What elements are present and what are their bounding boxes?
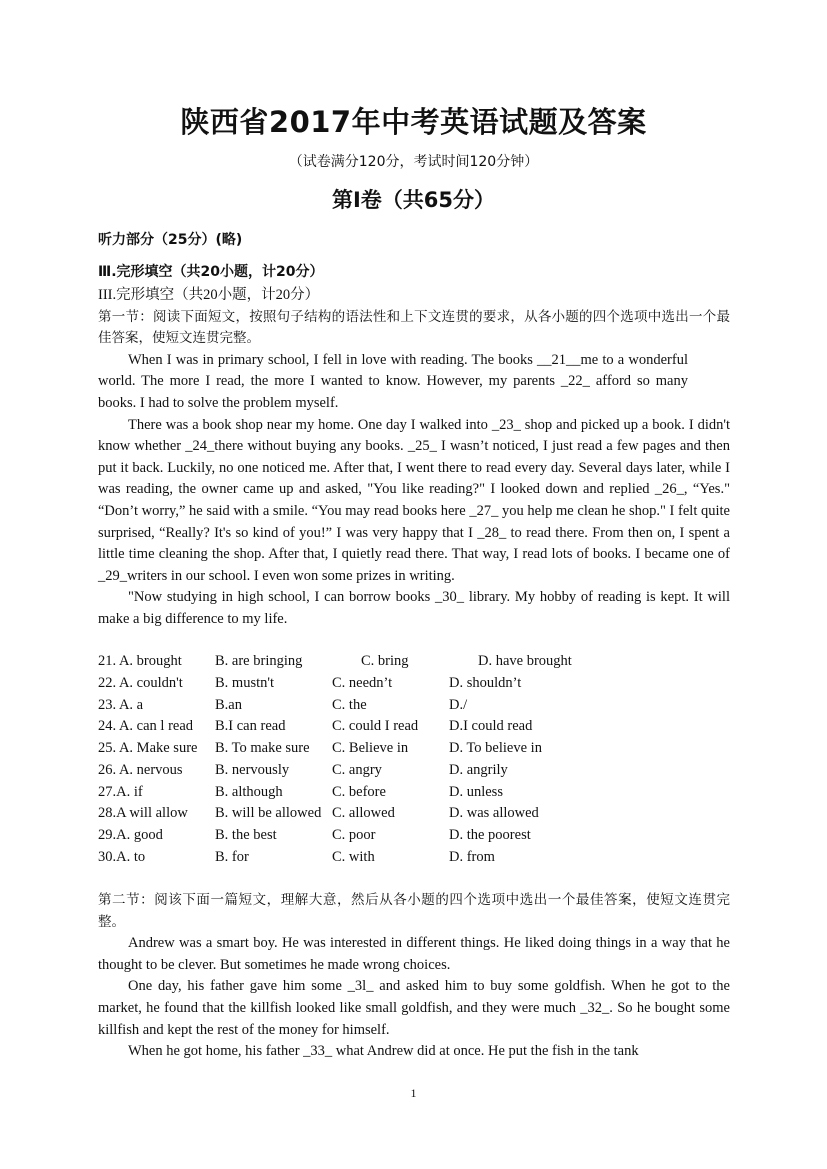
page-number: 1 bbox=[410, 1086, 417, 1100]
option: 24. A. can l read bbox=[98, 718, 194, 735]
option-row bbox=[98, 827, 730, 849]
option: C. needn’t bbox=[332, 674, 393, 691]
option: D. the poorest bbox=[449, 827, 531, 843]
option: 26. A. nervous bbox=[98, 761, 183, 778]
option: D. have brought bbox=[478, 653, 572, 669]
option: C. Believe in bbox=[332, 740, 409, 756]
option: B. although bbox=[215, 783, 283, 800]
option: B. the best bbox=[215, 827, 277, 843]
option-row bbox=[98, 762, 730, 784]
option: 21. A. brought bbox=[98, 653, 182, 669]
part2-instruction: 第二节：阅该下面一篇短文，理解大意，然后从各小题的四个选项中选出一个最佳答案，使短文连贯完整。 bbox=[98, 892, 730, 930]
option-row bbox=[98, 697, 730, 719]
option: C. bring bbox=[361, 653, 409, 669]
volume-heading: 第Ⅰ卷（共65分） bbox=[331, 188, 496, 212]
listening-heading: 听力部分（25分）(略) bbox=[98, 232, 243, 248]
option: C. poor bbox=[332, 827, 376, 843]
option: 28.A will allow bbox=[98, 805, 188, 822]
option: 27.A. if bbox=[98, 783, 143, 800]
option: D. To believe in bbox=[449, 740, 542, 756]
option: B. will be allowed bbox=[215, 805, 322, 822]
option: B. To make sure bbox=[215, 740, 310, 756]
paragraph: When I was in primary school, I fell in love with reading. The books __21__me to a wonderful world. The more I read, the more I wanted to know. However, my parents _22_ afford so many books. I had to solve the problem myself. bbox=[98, 351, 688, 411]
option: 30.A. to bbox=[98, 848, 146, 865]
cloze-heading-plain: III.完形填空（共20小题，计20分） bbox=[98, 287, 320, 303]
paragraph: There was a book shop near my home. One day I walked into _23_ shop and picked up a book. I didn't know whether _24_there without buying any books. _25_ I wasn’t noticed, I just read a few pages and then put it back. Luckily, no one noticed me. After that, I went there to read every day. Several days later, while I was reading, the owner came up and asked, "You like reading?" I looked down and replied _26_, “Yes." “Don’t worry,” he said with a smile. “You may read books here _27_ you help me clean he shop." I felt quite surprised, “Really? It's so kind of you!” I was very happy that I _28_ to read there. From then on, I spent a little time cleaning the shop. After that, I quietly read there. That way, I read lots of books. I became one of _29_writers in our school. I even won some prizes in writing. bbox=[98, 416, 730, 584]
option: B. nervously bbox=[215, 761, 290, 778]
option: 23. A. a bbox=[98, 696, 144, 713]
option: C. with bbox=[332, 848, 375, 865]
option-row bbox=[98, 653, 730, 675]
option: 22. A. couldn't bbox=[98, 674, 183, 691]
paragraph: When he got home, his father _33_ what Andrew did at once. He put the fish in the tank bbox=[128, 1043, 639, 1060]
option: D. angrily bbox=[449, 761, 508, 778]
option-row bbox=[98, 718, 730, 740]
option: B. are bringing bbox=[215, 653, 303, 669]
option: 29.A. good bbox=[98, 827, 163, 843]
option: C. angry bbox=[332, 761, 382, 778]
exam-info: （试卷满分120分，考试时间120分钟） bbox=[288, 154, 539, 170]
part1-text bbox=[98, 285, 730, 631]
option: D. unless bbox=[449, 783, 503, 800]
option: B. for bbox=[215, 848, 249, 865]
part1-instruction: 第一节：阅读下面短文，按照句子结构的语法性和上下文连贯的要求，从各小题的四个选项中选出一个最佳答案，使短文连贯完整。 bbox=[98, 308, 730, 347]
paragraph: One day, his father gave him some _3l_ and asked him to buy some goldfish. When he got to the market, he found that the killfish looked like small goldfish, and they were much _32_. So he bought some killfish and kept the rest of the money for himself. bbox=[98, 978, 730, 1038]
part2-text bbox=[98, 890, 730, 1063]
option: D. from bbox=[449, 848, 495, 865]
option-row bbox=[98, 784, 730, 806]
option-row bbox=[98, 805, 730, 827]
option: C. the bbox=[332, 696, 367, 713]
option-row bbox=[98, 849, 730, 871]
option: B.an bbox=[215, 696, 242, 713]
paragraph: Andrew was a smart boy. He was interested in different things. He liked doing things in a way that he thought to be clever. But sometimes he made wrong choices. bbox=[98, 935, 730, 973]
option: C. could I read bbox=[332, 718, 419, 735]
option-row bbox=[98, 675, 730, 697]
paragraph: "Now studying in high school, I can borrow books _30_ library. My hobby of reading is kept. It will make a big difference to my life. bbox=[98, 589, 730, 627]
option: C. allowed bbox=[332, 805, 395, 822]
option: D.I could read bbox=[449, 718, 533, 735]
option: B.I can read bbox=[215, 718, 286, 735]
option: 25. A. Make sure bbox=[98, 740, 198, 756]
options-list bbox=[98, 653, 730, 871]
option: D. shouldn’t bbox=[449, 674, 522, 691]
option: C. before bbox=[332, 783, 386, 800]
option: D./ bbox=[449, 696, 468, 713]
cloze-heading: Ⅲ.完形填空（共20小题，计20分） bbox=[98, 264, 324, 280]
page-title: 陕西省2017年中考英语试题及答案 bbox=[180, 105, 647, 139]
option-row bbox=[98, 740, 730, 762]
option: D. was allowed bbox=[449, 805, 539, 822]
option: B. mustn't bbox=[215, 674, 275, 691]
